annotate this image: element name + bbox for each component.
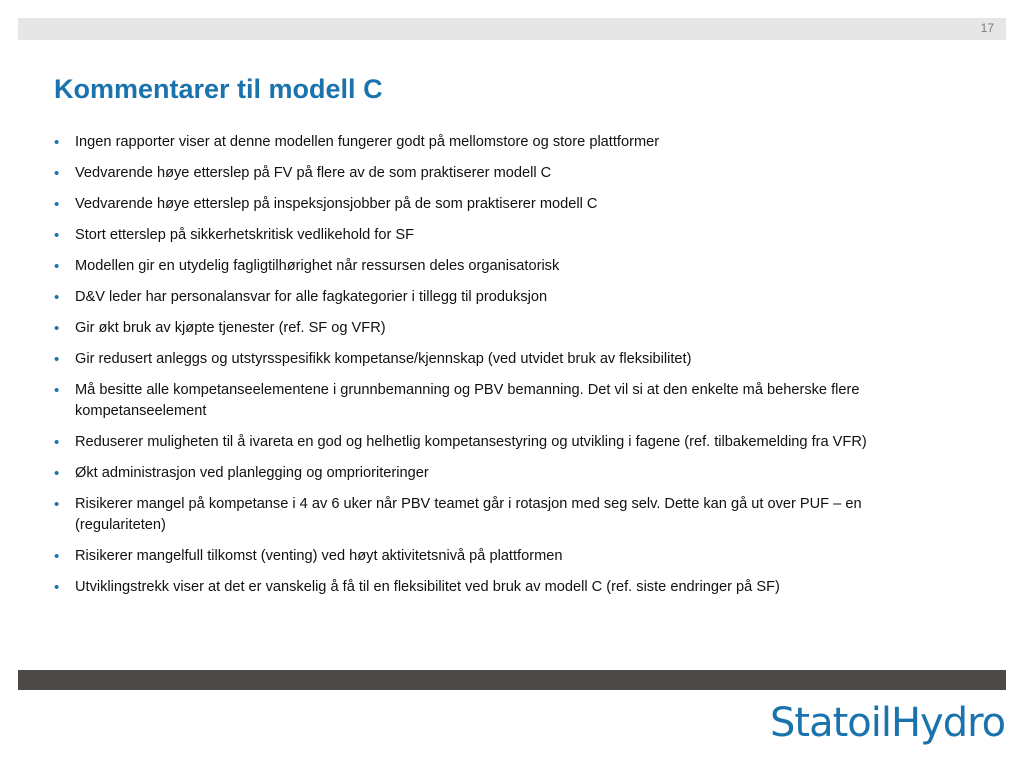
bullet-text: Gir redusert anleggs og utstyrsspesifikk kompetanse/kjennskap (ved utvidet bruk av fleksibilitet)	[75, 351, 692, 367]
page-number: 17	[980, 21, 994, 35]
bullet-dot-icon: •	[54, 289, 60, 306]
bullet-item	[54, 546, 914, 567]
bullet-list	[54, 132, 914, 608]
bullet-item	[54, 132, 914, 153]
bullet-item	[54, 463, 914, 484]
bullet-text: Vedvarende høye etterslep på FV på flere av de som praktiserer modell C	[75, 165, 552, 181]
bullet-item	[54, 380, 914, 422]
bullet-text: Risikerer mangel på kompetanse i 4 av 6 uker når PBV teamet går i rotasjon med seg selv. Dette kan gå ut over PUF – en (regulariteten)	[75, 496, 862, 533]
bullet-text: Vedvarende høye etterslep på inspeksjonsjobber på de som praktiserer modell C	[75, 196, 598, 212]
statoilhydro-logo: StatoilHydro	[770, 700, 1006, 746]
top-bar	[18, 18, 1006, 40]
bullet-item	[54, 225, 914, 246]
bullet-text: Økt administrasjon ved planlegging og omprioriteringer	[75, 465, 429, 481]
slide-title: Kommentarer til modell C	[54, 74, 383, 104]
bullet-item	[54, 494, 914, 536]
bullet-dot-icon: •	[54, 165, 60, 182]
bullet-item	[54, 349, 914, 370]
bullet-item	[54, 194, 914, 215]
bullet-text: Må besitte alle kompetanseelementene i grunnbemanning og PBV bemanning. Det vil si at den enkelte må beherske flere kompetanseelement	[75, 382, 860, 419]
bullet-text: Ingen rapporter viser at denne modellen fungerer godt på mellomstore og store plattformer	[75, 134, 660, 150]
bullet-text: Gir økt bruk av kjøpte tjenester (ref. SF og VFR)	[75, 320, 386, 336]
bullet-dot-icon: •	[54, 465, 60, 482]
footer-band	[18, 670, 1006, 690]
bullet-dot-icon: •	[54, 320, 60, 337]
bullet-item	[54, 577, 914, 598]
bullet-text: Risikerer mangelfull tilkomst (venting) ved høyt aktivitetsnivå på plattformen	[75, 548, 563, 564]
bullet-dot-icon: •	[54, 382, 60, 399]
bullet-dot-icon: •	[54, 258, 60, 275]
bullet-dot-icon: •	[54, 196, 60, 213]
bullet-item	[54, 287, 914, 308]
bullet-item	[54, 256, 914, 277]
bullet-item	[54, 318, 914, 339]
bullet-text: Reduserer muligheten til å ivareta en god og helhetlig kompetansestyring og utvikling i fagene (ref. tilbakemelding fra VFR)	[75, 434, 867, 450]
bullet-dot-icon: •	[54, 548, 60, 565]
bullet-dot-icon: •	[54, 579, 60, 596]
bullet-dot-icon: •	[54, 434, 60, 451]
bullet-text: Stort etterslep på sikkerhetskritisk vedlikehold for SF	[75, 227, 415, 243]
bullet-text: D&V leder har personalansvar for alle fagkategorier i tillegg til produksjon	[75, 289, 548, 305]
bullet-item	[54, 163, 914, 184]
bullet-dot-icon: •	[54, 496, 60, 513]
bullet-dot-icon: •	[54, 227, 60, 244]
bullet-dot-icon: •	[54, 351, 60, 368]
bullet-item	[54, 432, 914, 453]
bullet-text: Utviklingstrekk viser at det er vanskelig å få til en fleksibilitet ved bruk av modell C (ref. siste endringer på SF)	[75, 579, 780, 595]
bullet-text: Modellen gir en utydelig fagligtilhørighet når ressursen deles organisatorisk	[75, 258, 560, 274]
bullet-dot-icon: •	[54, 134, 60, 151]
